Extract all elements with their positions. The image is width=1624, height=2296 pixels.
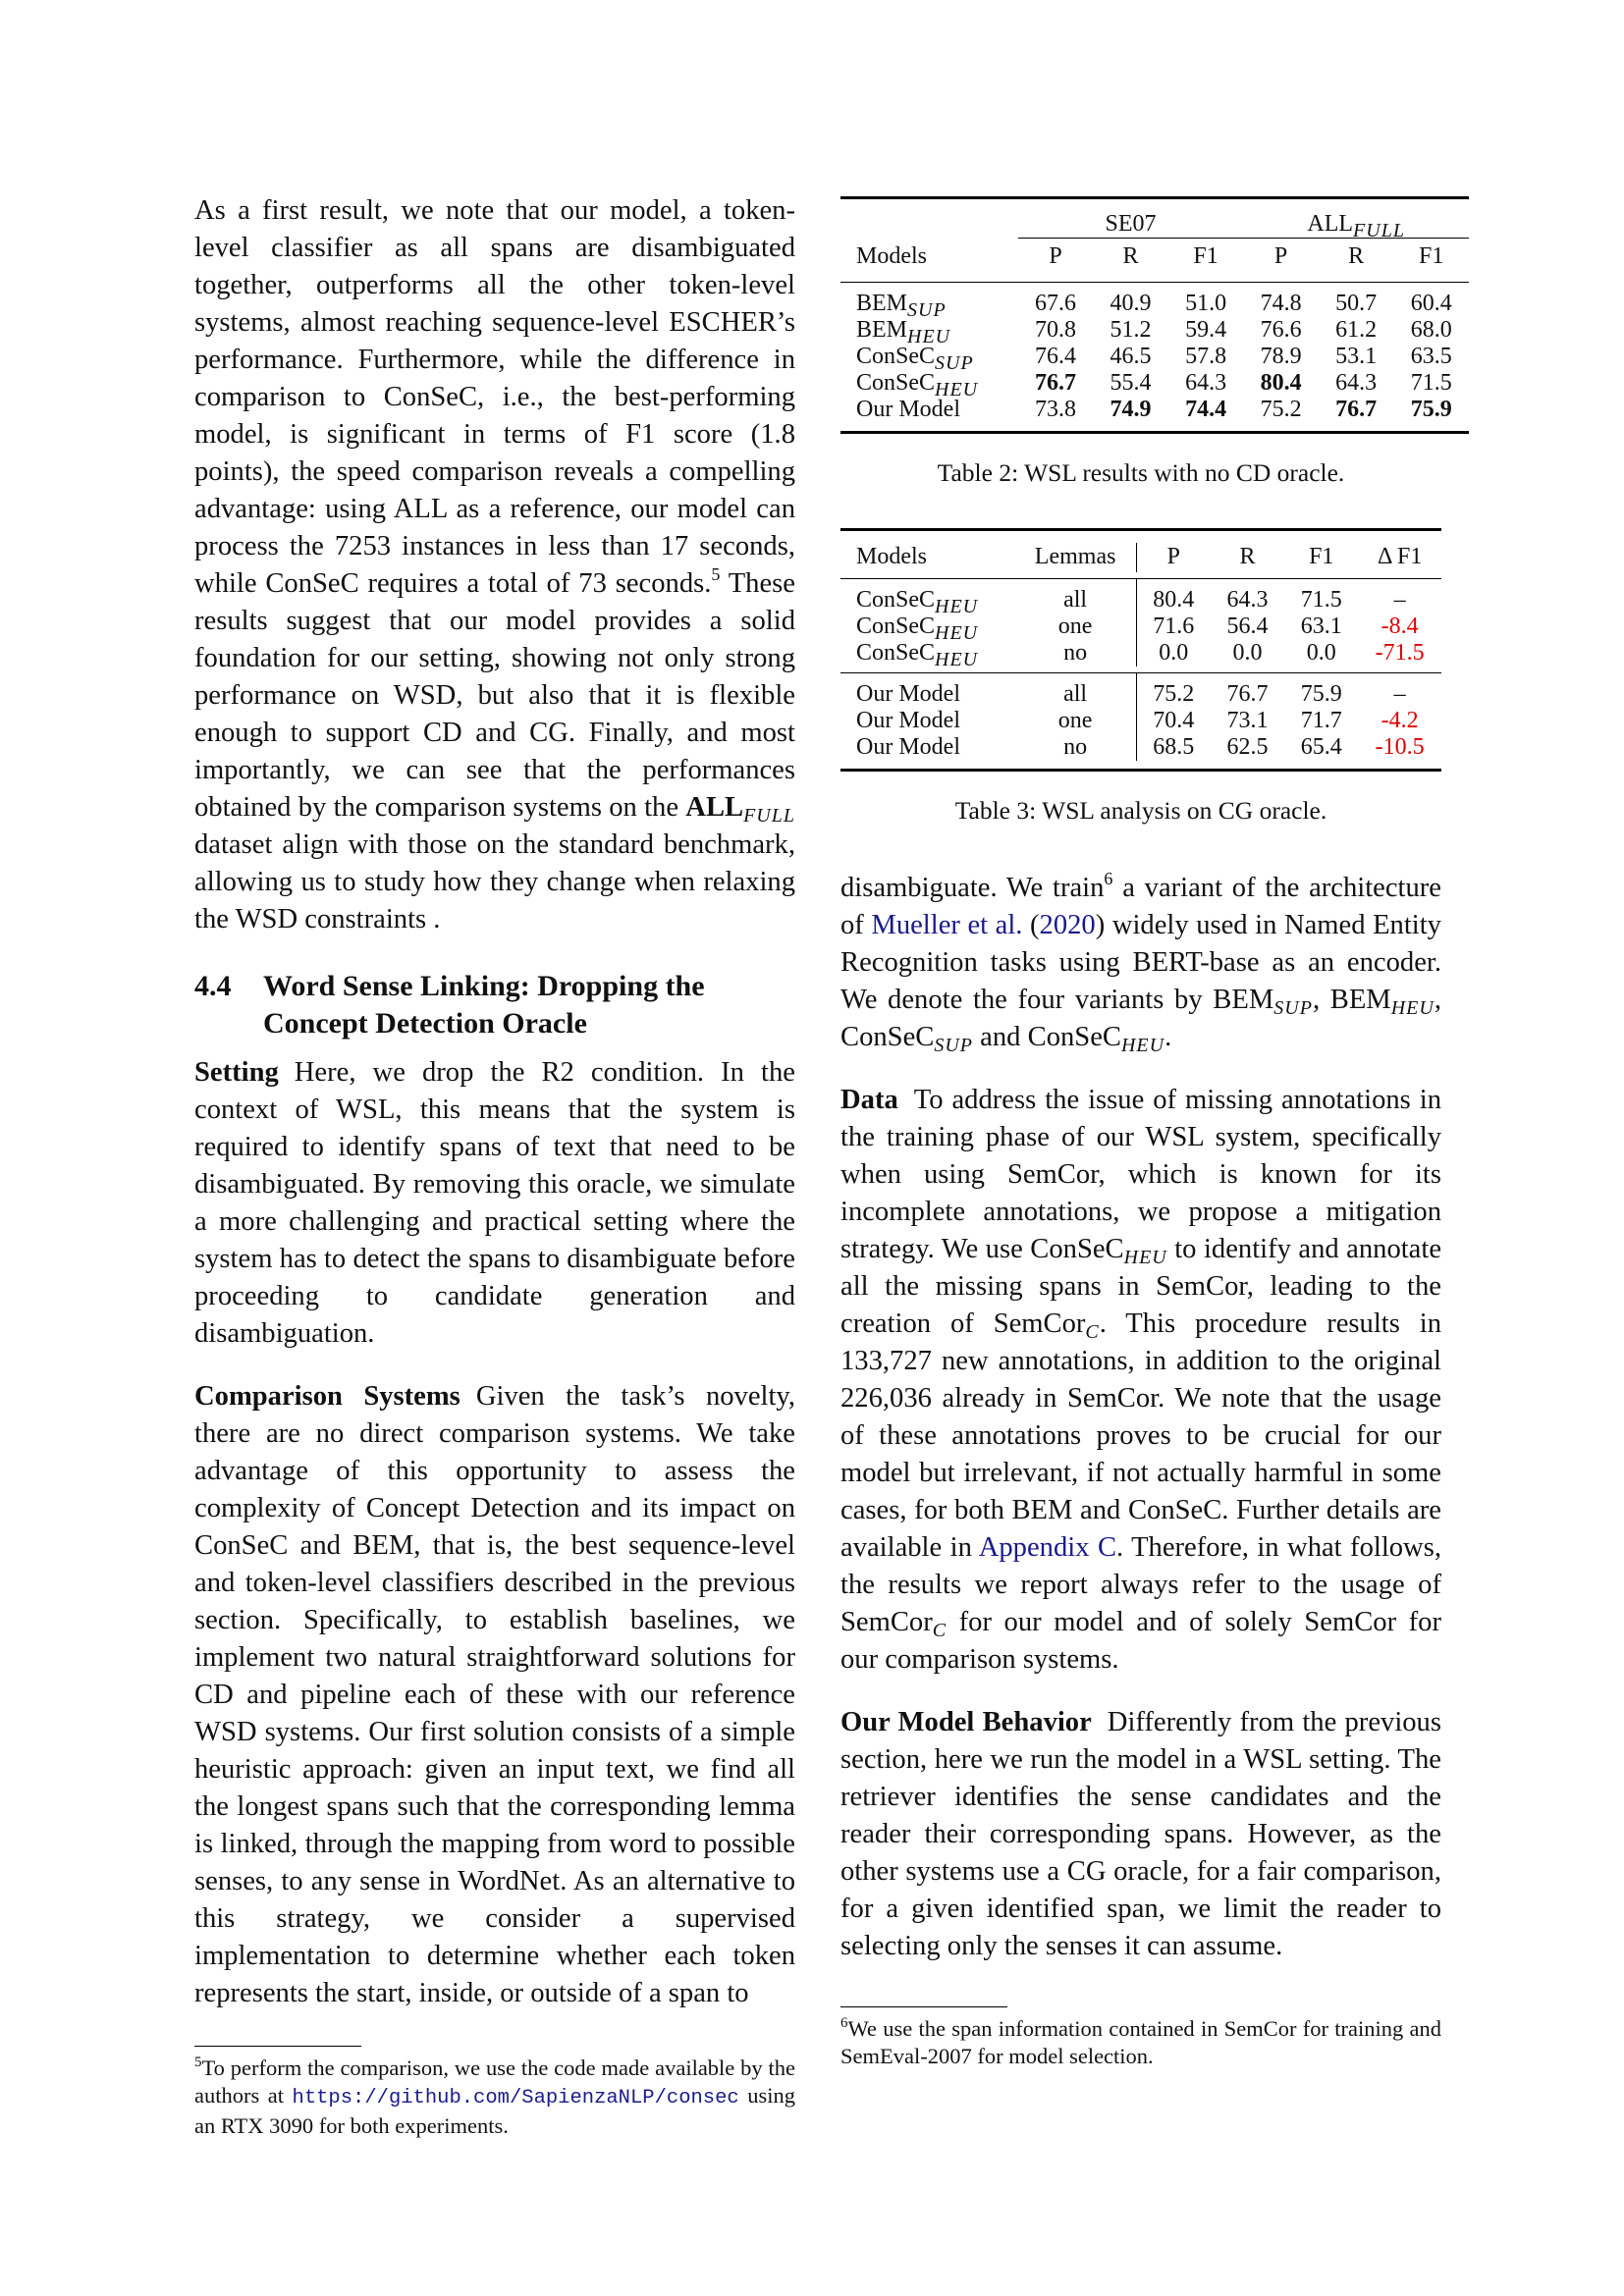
run-in-heading: Data <box>840 1084 898 1115</box>
table-row: ConSeC$_{HEU}$ all 80.4 64.3 71.5 – <box>856 586 1406 617</box>
paragraph-model-behavior: Our Model Behavior Differently from the previous section, here we run the model in a WSL setting. The retriever identifies the sense candidates and the reader their corresponding spans. However, as the other systems use a CG oracle, for a fair comparison, for a given identified span, we limit the reader to selecting only the senses it can assume. <box>840 1706 1441 1961</box>
column-header: Lemmas <box>1034 544 1116 569</box>
table-row: $BEM_{HEU}$ 70.8 51.2 59.4 76.6 61.2 68.0 <box>856 316 1452 347</box>
table-row: ConSeC$_{HEU}$ 76.7 55.4 64.3 80.4 64.3 71.5 <box>856 369 1452 400</box>
column-header: F1 <box>1193 243 1218 270</box>
footnote-5: $^5$To perform the comparison, we use the code made available by the authors at https://github.com/SapienzaNLP/consec using an RTX 3090 for both experiments. <box>194 2055 796 2138</box>
table-row: ConSeC$_{SUP}$ 76.4 46.5 57.8 78.9 53.1 63.5 <box>856 343 1452 374</box>
column-header: P <box>1136 543 1211 572</box>
column-header: Δ F1 <box>1377 544 1423 569</box>
footnote-url-link[interactable]: https://github.com/SapienzaNLP/consec <box>292 2087 739 2109</box>
table-row: ConSeC$_{HEU}$ one 71.6 56.4 63.1 -8.4 <box>856 613 1419 644</box>
column-header: Models <box>856 544 927 569</box>
section-title: Word Sense Linking: Dropping the Concept Detection Oracle <box>263 970 705 1040</box>
group-header-se07: SE07 <box>1018 211 1244 239</box>
citation-year-link[interactable]: 2020 <box>1039 909 1096 940</box>
column-header: F1 <box>1419 243 1444 270</box>
table-row: $BEM_{SUP}$ 67.6 40.9 51.0 74.8 50.7 60.4 <box>856 290 1452 321</box>
column-header: P <box>1273 243 1288 270</box>
column-header: Models <box>856 243 927 269</box>
column-header: F1 <box>1309 544 1334 569</box>
run-in-heading: Setting <box>194 1057 279 1088</box>
footnote-rule <box>194 2046 361 2047</box>
table-3-caption: Table 3: WSL analysis on CG oracle. <box>954 795 1327 825</box>
table-2 <box>840 196 1452 489</box>
paragraph-variants: disambiguate. We train$^6$ a variant of the architecture of Mueller et al. (2020) widely used in Named Entity Recognition tasks using BERT-base as an encoder. We denote the four variants by $BEM_{SUP}$, $BEM_{HEU}$, ConSeC$_{SUP}$ and ConSeC$_{HEU}$. <box>840 868 1441 1056</box>
section-number: 4.4 <box>194 970 232 1002</box>
section-heading <box>194 968 795 1042</box>
appendix-link[interactable]: Appendix C <box>978 1531 1117 1563</box>
column-header: R <box>1122 243 1139 270</box>
table-2-caption: Table 2: WSL results with no CD oracle. <box>937 457 1345 487</box>
footnote-6: $^6$We use the span information contained in SemCor for training and SemEval-2007 for model selection. <box>840 2014 1441 2068</box>
group-header-all-full: $ALL_{FULL}$ <box>1243 211 1469 239</box>
table-row: Our Model all 75.2 76.7 75.9 – <box>856 680 1406 707</box>
paragraph-data: Data To address the issue of missing annotations in the training phase of our WSL system, specifically when using SemCor, which is known for its incomplete annotations, we propose a mitigation strategy. We use ConSeC$_{HEU}$ to identify and annotate all the missing spans in SemCor, leading to the creation of SemCor$_C$. This procedure results in 133,727 new annotations, in addition to the original 226,036 already in SemCor. We note that the usage of these annotations proves to be crucial for our model but irrelevant, if not actually harmful in some cases, for both BEM and ConSeC. Further details are available in Appendix C. Therefore, in what follows, the results we report always refer to the usage of SemCor$_C$ for our model and of solely SemCor for our comparison systems. <box>840 1084 1442 1675</box>
citation-link[interactable]: Mueller et al. <box>871 909 1023 940</box>
paragraph-results: As a first result, we note that our model, a token-level classifier as all spans are disambiguated together, outperforms all the other token-level systems, almost reaching sequence-level ESCHER’s performance. Furthermore, while the difference in comparison to ConSeC, i.e., the best-performing model, is significant in terms of F1 score (1.8 points), the speed comparison reveals a compelling advantage: using ALL as a reference, our model can process the 7253 instances in less than 17 seconds, while ConSeC requires a total of 73 seconds.$^5$ These results suggest that our model provides a solid foundation for our setting, showing not only strong performance on WSD, but also that it is flexible enough to support CD and CG. Finally, and most importantly, we can see that the performances obtained by the comparison systems on the $ALL_{FULL}$ dataset align with those on the standard benchmark, allowing us to study how they change when relaxing the WSD constraints . <box>194 195 795 934</box>
table-row: ConSeC$_{HEU}$ no 0.0 0.0 0.0 -71.5 <box>856 639 1425 670</box>
footnote-rule <box>840 2006 1007 2007</box>
table-row: Our Model no 68.5 62.5 65.4 -10.5 <box>856 733 1425 760</box>
left-column <box>194 192 795 2140</box>
footnote-ref-6[interactable]: 6 <box>1104 868 1113 888</box>
paragraph-comparison-systems: Comparison Systems Given the task’s novelty, there are no direct comparison systems. We take advantage of this opportunity to assess the complexity of Concept Detection and its impact on ConSeC and BEM, that is, the best sequence-level and token-level classifiers described in the previous section. Specifically, to establish baselines, we implement two natural straightforward solutions for CD and pipeline each of these with our reference WSD systems. Our first solution consists of a simple heuristic approach: given an input text, we find all the longest spans such that the corresponding lemma is linked, through the mapping from word to possible senses, to any sense in WordNet. As an alternative to this strategy, we consider a supervised implementation to determine whether each token represents the start, inside, or outside of a span to <box>194 1381 795 2008</box>
column-header: P <box>1049 243 1062 270</box>
table-row: Our Model 73.8 74.9 74.4 75.2 76.7 75.9 <box>856 396 1452 422</box>
right-column <box>840 196 1452 2070</box>
footnote-ref-5[interactable]: 5 <box>711 564 721 584</box>
column-header: R <box>1348 243 1365 270</box>
table-3 <box>840 528 1441 827</box>
run-in-heading: Comparison Systems <box>194 1381 460 1412</box>
column-header: R <box>1239 544 1256 569</box>
table-row: Our Model one 70.4 73.1 71.7 -4.2 <box>856 707 1419 733</box>
paragraph-setting: Setting Here, we drop the R2 condition. In the context of WSL, this means that the system is required to identify spans of text that need to be disambiguated. By removing this oracle, we simulate a more challenging and practical setting where the system has to detect the spans to disambiguate before proceeding to candidate generation and disambiguation. <box>194 1057 795 1349</box>
run-in-heading: Our Model Behavior <box>840 1706 1092 1737</box>
